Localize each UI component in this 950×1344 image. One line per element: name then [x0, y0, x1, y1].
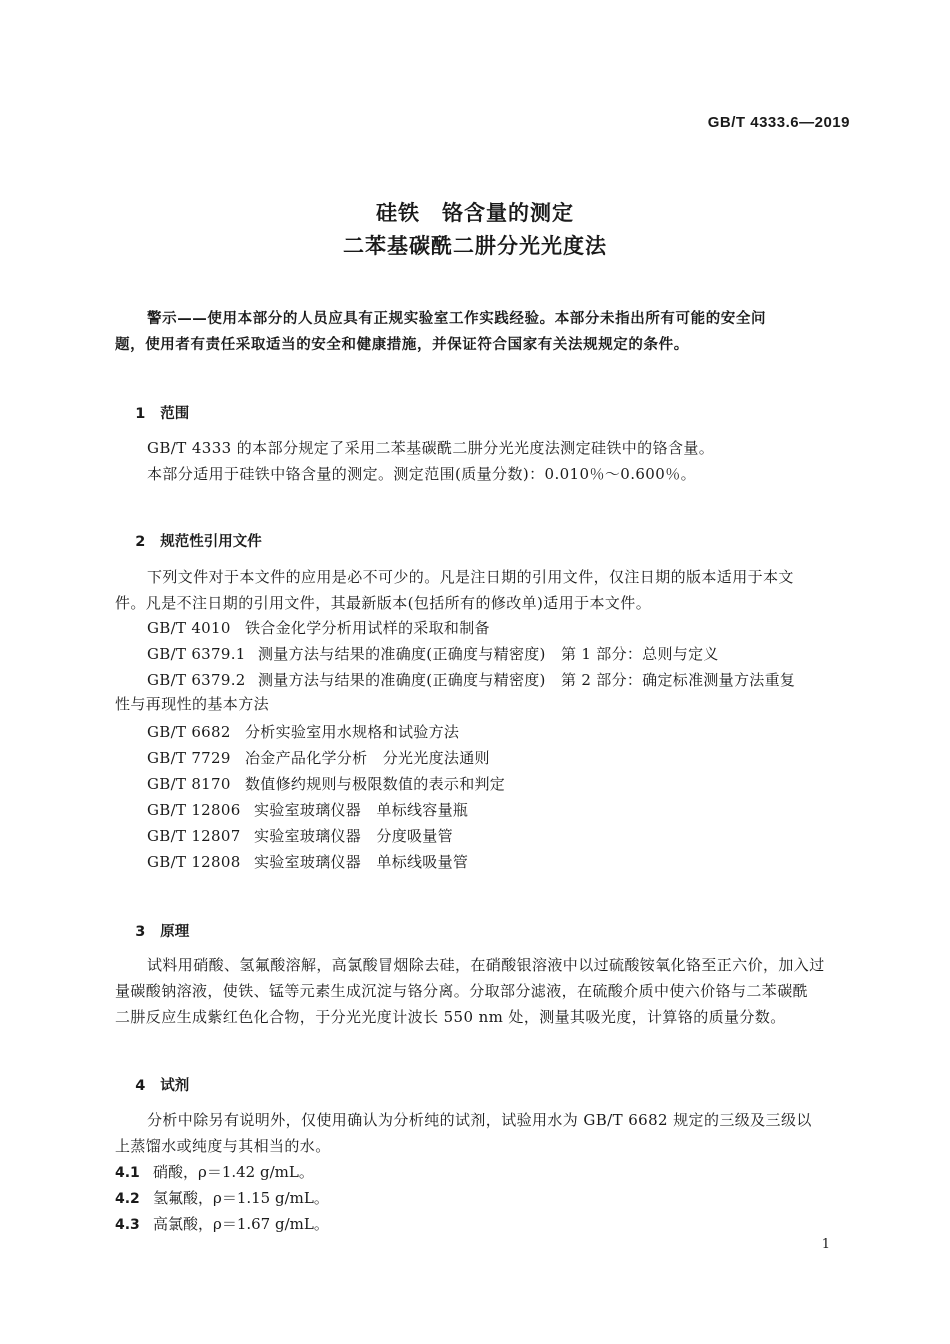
section-heading-principle	[115, 904, 189, 957]
reference-title: 实验室玻璃仪器 单标线吸量管	[254, 853, 469, 871]
reagent-item	[115, 1187, 329, 1208]
reagents-line1: 分析中除另有说明外，仅使用确认为分析纯的试剂，试验用水为 GB/T 6682 规定的三级及三级以	[147, 1111, 812, 1129]
reference-title: 测量方法与结果的准确度(正确度与精密度) 第 2 部分：确定标准测量方法重复	[258, 671, 796, 689]
reference-code: GB/T 12807	[147, 827, 241, 845]
warning-line2: 题，使用者有责任采取适当的安全和健康措施，并保证符合国家有关法规规定的条件。	[115, 337, 689, 353]
principle-line1: 试料用硝酸、氢氟酸溶解，高氯酸冒烟除去硅，在硝酸银溶液中以过硫酸铵氧化铬至正六价，加入过	[147, 956, 825, 974]
reference-code: GB/T 6379.1	[147, 645, 246, 663]
reference-code: GB/T 8170	[147, 775, 231, 793]
section-number: 4	[135, 1078, 146, 1094]
reference-code: GB/T 12806	[147, 801, 241, 819]
section-heading-normative	[115, 514, 262, 567]
scope-paragraph-2: 本部分适用于硅铁中铬含量的测定。测定范围(质量分数)：0.010％～0.600％。	[147, 465, 696, 483]
reagent-item	[115, 1161, 314, 1182]
normative-intro-line1: 下列文件对于本文件的应用是必不可少的。凡是注日期的引用文件，仅注日期的版本适用于本文	[147, 568, 794, 586]
reagent-number: 4.2	[115, 1191, 140, 1207]
section-heading-reagents	[115, 1058, 189, 1111]
section-number: 1	[135, 406, 146, 422]
section-title: 试剂	[160, 1078, 190, 1094]
reference-item	[147, 773, 505, 794]
reference-title: 实验室玻璃仪器 分度吸量管	[254, 827, 453, 845]
reagents-line2: 上蒸馏水或纯度与其相当的水。	[115, 1137, 331, 1155]
document-title-line2: 二苯基碳酰二肼分光光度法	[343, 234, 607, 258]
reference-code: GB/T 7729	[147, 749, 231, 767]
reference-code: GB/T 4010	[147, 619, 231, 637]
section-title: 原理	[160, 924, 190, 940]
reference-item	[147, 643, 719, 664]
reference-item	[147, 825, 453, 846]
reference-code: GB/T 6682	[147, 723, 231, 741]
reagent-text: 硝酸，ρ＝1.42 g/mL。	[153, 1163, 314, 1181]
reference-code: GB/T 6379.2	[147, 671, 246, 689]
reagent-number: 4.3	[115, 1217, 140, 1233]
reference-item	[147, 747, 490, 768]
principle-line2: 量碳酸钠溶液，使铁、锰等元素生成沉淀与铬分离。分取部分滤液，在硫酸介质中使六价铬与二苯碳酰	[115, 982, 809, 1000]
reference-item	[147, 617, 490, 638]
document-title-line1: 硅铁 铬含量的测定	[376, 201, 574, 225]
reference-item	[147, 669, 795, 690]
reference-title: 实验室玻璃仪器 单标线容量瓶	[254, 801, 469, 819]
reference-item	[147, 721, 459, 742]
standard-code: GB/T 4333.6—2019	[707, 114, 850, 131]
reagent-text: 高氯酸，ρ＝1.67 g/mL。	[153, 1215, 329, 1233]
reference-continuation: 性与再现性的基本方法	[115, 695, 270, 713]
reference-item	[147, 851, 468, 872]
reference-item	[147, 799, 468, 820]
section-number: 2	[135, 534, 146, 550]
reagent-item	[115, 1213, 329, 1234]
reference-title: 测量方法与结果的准确度(正确度与精密度) 第 1 部分：总则与定义	[258, 645, 719, 663]
section-title: 规范性引用文件	[160, 534, 262, 550]
section-heading-scope	[115, 386, 189, 439]
reference-title: 冶金产品化学分析 分光光度法通则	[245, 749, 490, 767]
warning-line1: 警示——使用本部分的人员应具有正规实验室工作实践经验。本部分未指出所有可能的安全问	[147, 311, 767, 327]
reference-title: 数值修约规则与极限数值的表示和判定	[245, 775, 506, 793]
section-number: 3	[135, 924, 146, 940]
normative-intro-line2: 件。凡是不注日期的引用文件，其最新版本(包括所有的修改单)适用于本文件。	[115, 594, 652, 612]
section-title: 范围	[160, 406, 190, 422]
reference-title: 铁合金化学分析用试样的采取和制备	[245, 619, 490, 637]
reagent-text: 氢氟酸，ρ＝1.15 g/mL。	[153, 1189, 329, 1207]
scope-paragraph-1: GB/T 4333 的本部分规定了采用二苯基碳酰二肼分光光度法测定硅铁中的铬含量。	[147, 439, 715, 457]
page-number: 1	[821, 1237, 830, 1252]
principle-line3: 二肼反应生成紫红色化合物，于分光光度计波长 550 nm 处，测量其吸光度，计算铬的质量分数。	[115, 1008, 786, 1026]
reagent-number: 4.1	[115, 1165, 140, 1181]
reference-title: 分析实验室用水规格和试验方法	[245, 723, 460, 741]
reference-code: GB/T 12808	[147, 853, 241, 871]
